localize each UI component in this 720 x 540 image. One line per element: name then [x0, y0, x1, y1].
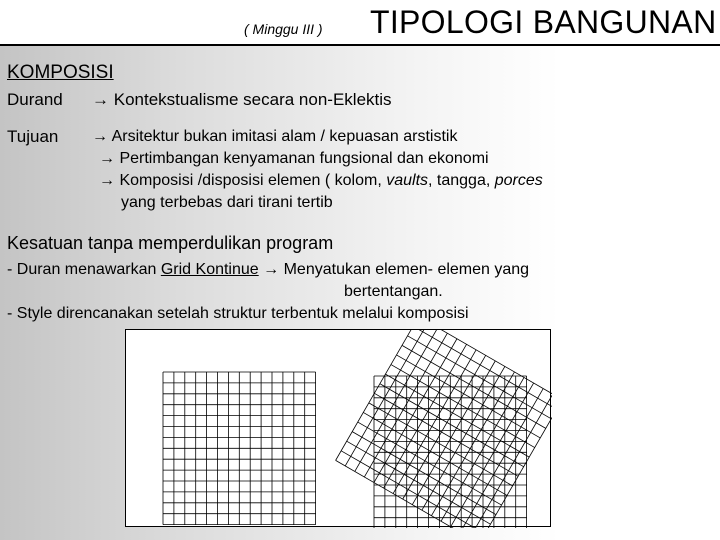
rotated-grid-line [422, 366, 505, 510]
arrow-icon: → [263, 261, 280, 278]
grid-diagram [126, 330, 552, 528]
rotated-grid-line [364, 333, 447, 477]
rotated-grid-line [380, 384, 524, 467]
komposisi-continuation: yang terbebas dari tirani tertib [121, 194, 333, 211]
unity-line-1-suffix: Menyatukan elemen- elemen yang [283, 261, 530, 278]
rotated-grid-line [419, 330, 552, 400]
rotated-grid-line [355, 330, 438, 471]
rotated-grid-line [451, 383, 534, 527]
orthogonal-grid [163, 372, 316, 525]
rotated-grid-line [431, 372, 514, 516]
rotated-grid-line [393, 350, 476, 494]
unity-line-1-continuation: bertentangan. [344, 283, 443, 300]
tujuan-label: Tujuan [7, 127, 59, 146]
komposisi-text-before: Komposisi /disposisi elemen ( kolom, [119, 172, 387, 189]
unity-line-1-prefix: - Duran menawarkan [7, 261, 161, 278]
unity-heading: Kesatuan tanpa memperdulikan program [7, 233, 334, 253]
rotated-grid-overlay [336, 330, 552, 528]
tujuan-point-2 [99, 150, 489, 168]
unity-line-2: - Style direncanakan setelah struktur terbentuk melalui komposisi [7, 305, 469, 322]
tujuan-point-text: Arsitektur bukan imitasi alam / kepuasan arstistik [111, 128, 458, 145]
unity-line-1 [7, 261, 529, 279]
arrow-icon: → [99, 172, 115, 189]
slide-title: TIPOLOGI BANGUNAN [370, 4, 717, 40]
grid-figure [125, 329, 551, 527]
rotated-grid-line [391, 365, 535, 448]
komposisi-vaults: vaults [386, 172, 429, 189]
section-heading: KOMPOSISI [7, 62, 114, 83]
rotated-grid-line [403, 355, 486, 499]
komposisi-point [99, 172, 543, 190]
rotated-grid-line [347, 441, 491, 524]
rotated-grid-line [408, 336, 552, 419]
rotated-grid-line [441, 377, 524, 521]
tujuan-point-1 [92, 128, 457, 146]
rotated-grid-line [470, 394, 552, 528]
durand-point [92, 90, 392, 110]
durand-label: Durand [7, 90, 63, 109]
rotated-grid-line [374, 339, 457, 483]
rotated-grid-line [413, 330, 552, 409]
arrow-icon: → [92, 90, 109, 109]
rotated-grid-line [369, 403, 513, 486]
komposisi-porces: porces [494, 172, 543, 189]
tujuan-point-text: Pertimbangan kenyamanan fungsional dan ekonomi [119, 150, 489, 167]
rotated-grid-line [396, 355, 540, 438]
rotated-grid-line [341, 451, 485, 528]
grid-kontinue-label: Grid Kontinue [160, 261, 259, 278]
header-rule [0, 44, 720, 46]
durand-point-text: Kontekstualisme secara non-Eklektis [113, 90, 392, 109]
arrow-icon: → [92, 128, 108, 145]
arrow-icon: → [99, 150, 115, 167]
week-label: ( Minggu III ) [244, 21, 323, 37]
komposisi-text-middle: , tangga, [428, 172, 495, 189]
